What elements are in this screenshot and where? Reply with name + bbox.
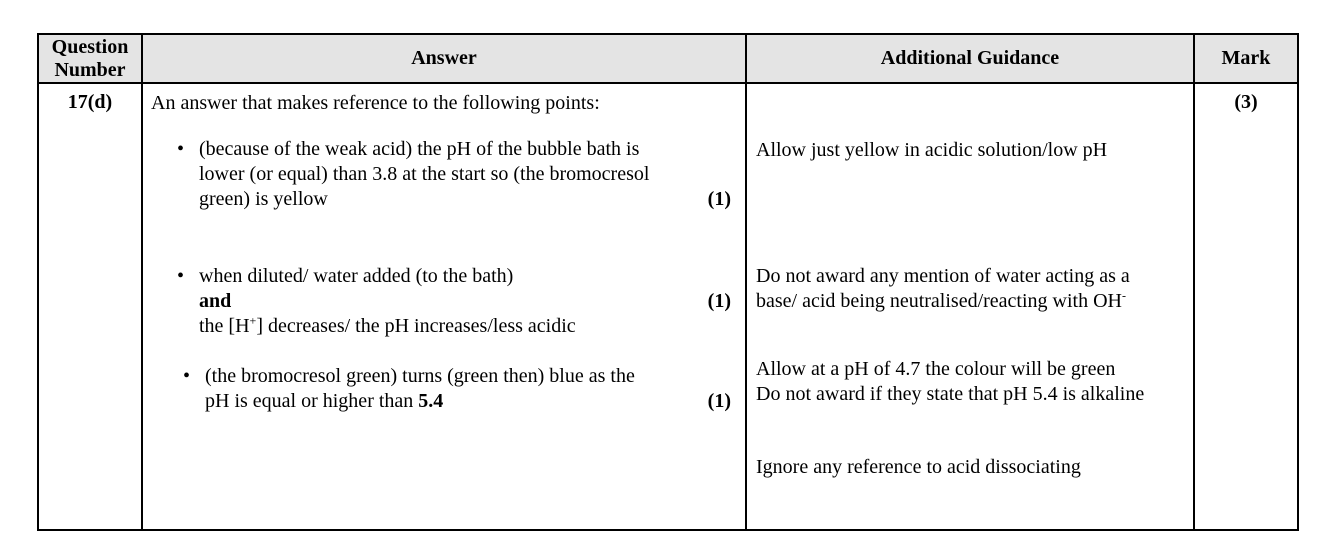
guidance-line [756, 455, 1187, 480]
guidance-block [756, 455, 1187, 480]
point-mark: (1) [707, 188, 731, 210]
bullet-line [199, 314, 731, 339]
text-segment: 5.4 [418, 390, 444, 412]
text-segment: - [1122, 288, 1126, 303]
question-number-cell [39, 84, 143, 529]
header-mark: Mark [1195, 35, 1297, 84]
answer-intro: An answer that makes reference to the following points: [151, 92, 600, 114]
text-segment: Ignore any reference to acid dissociating [756, 456, 1081, 478]
bullet-item [177, 137, 731, 212]
guidance-line [756, 357, 1187, 382]
guidance-block [756, 264, 1187, 314]
bullet-lines [199, 264, 731, 339]
answer-bullets [151, 137, 731, 414]
bullet-line [199, 264, 731, 289]
bullet-lines [205, 364, 731, 414]
guidance-line [756, 382, 1187, 407]
text-segment: the [H [199, 315, 250, 337]
bullet-icon: • [177, 138, 185, 160]
bullet-icon: • [183, 365, 191, 387]
guidance-line [756, 289, 1187, 314]
bullet-item [177, 264, 731, 339]
answer-cell [143, 84, 747, 529]
mark-value: (3) [1234, 91, 1258, 113]
text-segment: (the bromocresol green) turns (green then) blue as the [205, 365, 635, 387]
guidance-block [756, 138, 1187, 163]
guidance-line [756, 264, 1187, 289]
header-question-number: Question Number [39, 35, 143, 84]
text-segment: Allow just yellow in acidic solution/low pH [756, 139, 1108, 161]
question-number-text: 17(d) [67, 91, 113, 113]
bullet-line [199, 289, 731, 314]
point-mark: (1) [707, 290, 731, 312]
bullet-line [205, 364, 731, 389]
text-segment: + [249, 313, 257, 328]
text-segment: base/ acid being neutralised/reacting with OH [756, 290, 1122, 312]
bullet-line [199, 162, 731, 187]
text-segment: ] decreases/ the pH increases/less acidic [256, 315, 576, 337]
bullet-icon: • [177, 265, 185, 287]
bullet-lines [199, 137, 731, 212]
bullet-item [183, 364, 731, 414]
bullet-line [205, 389, 731, 414]
point-mark: (1) [707, 390, 731, 412]
mark-cell [1195, 84, 1297, 529]
text-segment: pH is equal or higher than [205, 390, 419, 412]
mark-scheme-table [37, 33, 1299, 531]
header-additional-guidance: Additional Guidance [747, 35, 1195, 84]
guidance-cell [747, 84, 1195, 529]
text-segment: Do not award if they state that pH 5.4 is alkaline [756, 383, 1145, 405]
text-segment: lower (or equal) than 3.8 at the start so (the bromocresol [199, 163, 650, 185]
guidance-line [756, 138, 1187, 163]
header-answer: Answer [143, 35, 747, 84]
text-segment: Do not award any mention of water acting as a [756, 265, 1130, 287]
bullet-line [199, 187, 731, 212]
text-segment: and [199, 290, 232, 312]
text-segment: green) is yellow [199, 188, 328, 210]
text-segment: Allow at a pH of 4.7 the colour will be green [756, 358, 1116, 380]
guidance-block [756, 357, 1187, 407]
bullet-line [199, 137, 731, 162]
text-segment: (because of the weak acid) the pH of the bubble bath is [199, 138, 640, 160]
text-segment: when diluted/ water added (to the bath) [199, 265, 514, 287]
